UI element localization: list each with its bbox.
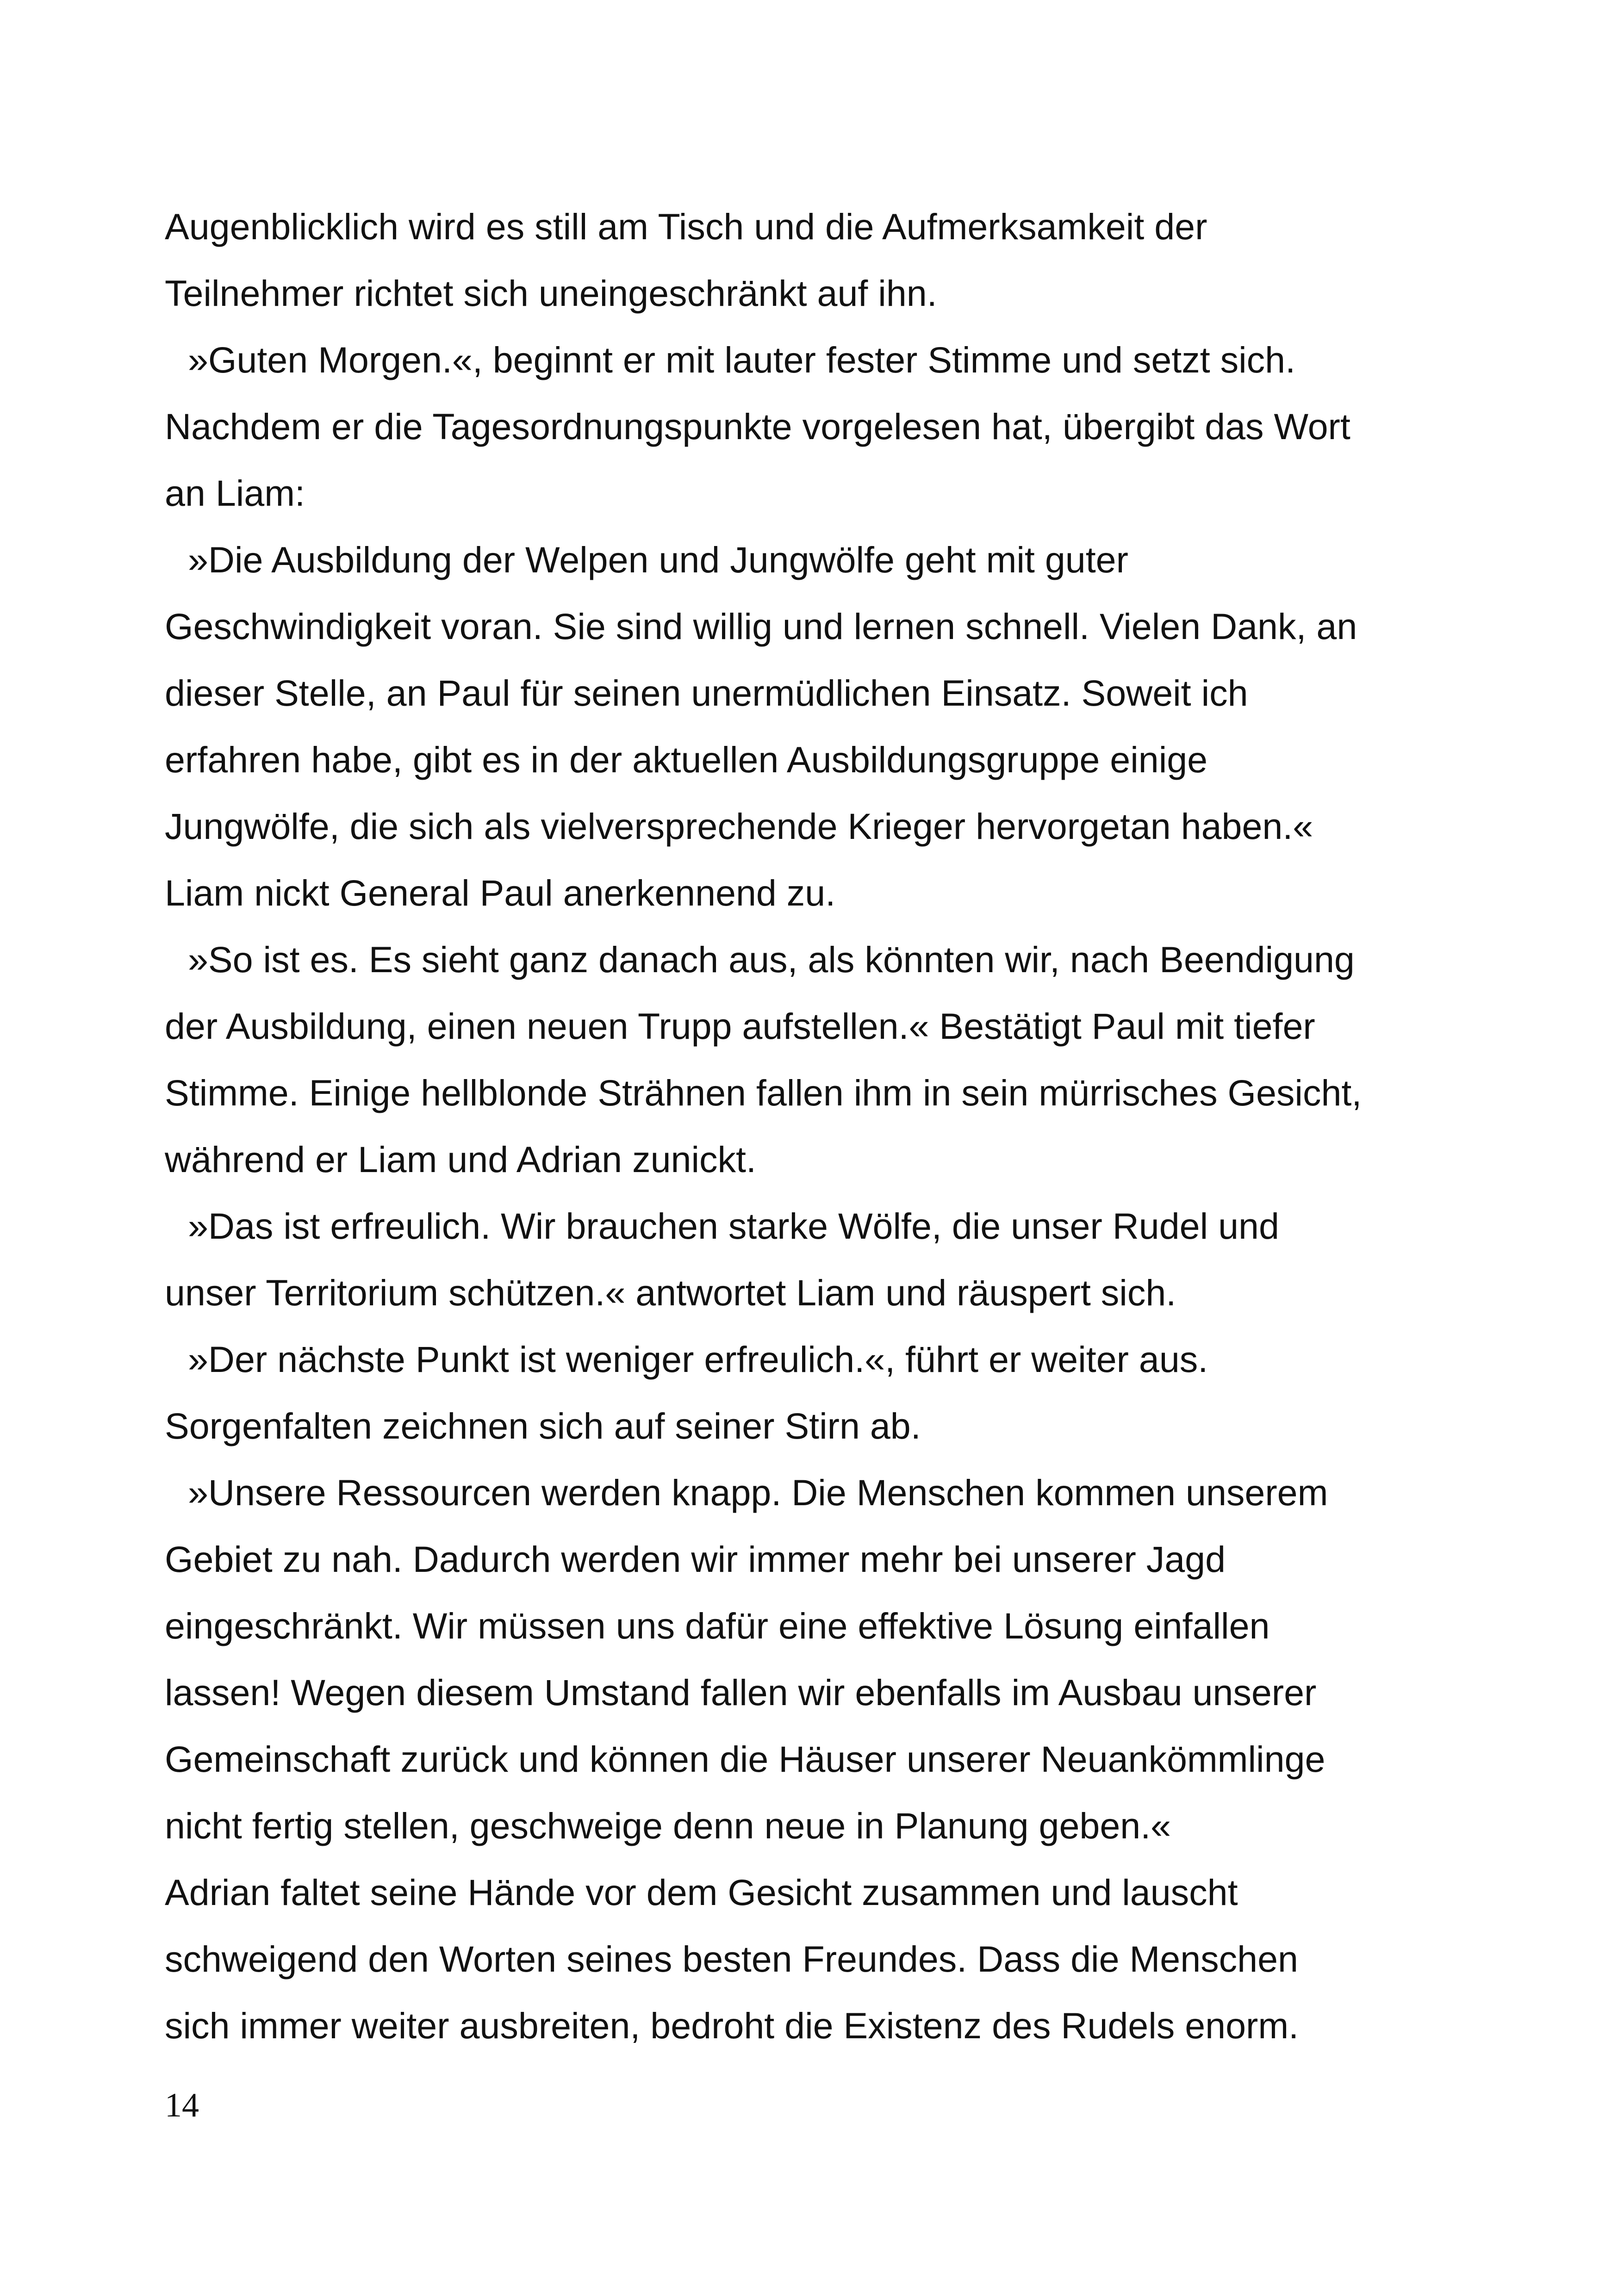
- text-line: dieser Stelle, an Paul für seinen unermüdlichen Einsatz. Soweit ich: [165, 672, 1248, 714]
- text-line: »Das ist erfreulich. Wir brauchen starke Wölfe, die unser Rudel und: [188, 1205, 1279, 1247]
- text-line: Stimme. Einige hellblonde Strähnen fallen ihm in sein mürrisches Gesicht,: [165, 1072, 1362, 1113]
- text-line: Jungwölfe, die sich als vielversprechende Krieger hervorgetan haben.«: [165, 806, 1313, 847]
- text-line: schweigend den Worten seines besten Freundes. Dass die Menschen: [165, 1938, 1298, 1980]
- text-line: Gebiet zu nah. Dadurch werden wir immer mehr bei unserer Jagd: [165, 1539, 1226, 1580]
- text-line: Sorgenfalten zeichnen sich auf seiner Stirn ab.: [165, 1405, 921, 1446]
- text-line: eingeschränkt. Wir müssen uns dafür eine effektive Lösung einfallen: [165, 1605, 1270, 1646]
- page-number: 14: [165, 2086, 199, 2124]
- text-line: Nachdem er die Tagesordnungspunkte vorgelesen hat, übergibt das Wort: [165, 406, 1350, 447]
- text-line: Gemeinschaft zurück und können die Häuser unserer Neuankömmlinge: [165, 1738, 1326, 1780]
- text-line: »So ist es. Es sieht ganz danach aus, als könnten wir, nach Beendigung: [188, 939, 1355, 980]
- body-text: [165, 193, 1470, 2059]
- text-line: der Ausbildung, einen neuen Trupp aufstellen.« Bestätigt Paul mit tiefer: [165, 1005, 1315, 1047]
- text-line: lassen! Wegen diesem Umstand fallen wir ebenfalls im Ausbau unserer: [165, 1672, 1317, 1713]
- text-line: erfahren habe, gibt es in der aktuellen Ausbildungsgruppe einige: [165, 739, 1208, 780]
- text-line: »Die Ausbildung der Welpen und Jungwölfe geht mit guter: [188, 539, 1128, 580]
- text-line: Teilnehmer richtet sich uneingeschränkt auf ihn.: [165, 273, 937, 314]
- text-line: Geschwindigkeit voran. Sie sind willig und lernen schnell. Vielen Dank, an: [165, 606, 1357, 647]
- text-line: nicht fertig stellen, geschweige denn neue in Planung geben.«: [165, 1805, 1171, 1846]
- text-line: Adrian faltet seine Hände vor dem Gesicht zusammen und lauscht: [165, 1872, 1238, 1913]
- text-line: während er Liam und Adrian zunickt.: [165, 1139, 756, 1180]
- text-line: Liam nickt General Paul anerkennend zu.: [165, 872, 836, 913]
- text-line: an Liam:: [165, 472, 305, 514]
- text-line: »Guten Morgen.«, beginnt er mit lauter fester Stimme und setzt sich.: [188, 339, 1296, 380]
- text-line: sich immer weiter ausbreiten, bedroht die Existenz des Rudels enorm.: [165, 2005, 1299, 2046]
- text-line: »Unsere Ressourcen werden knapp. Die Menschen kommen unserem: [188, 1472, 1328, 1513]
- text-line: unser Territorium schützen.« antwortet Liam und räuspert sich.: [165, 1272, 1176, 1313]
- text-line: »Der nächste Punkt ist weniger erfreulich.«, führt er weiter aus.: [188, 1339, 1208, 1380]
- text-line: Augenblicklich wird es still am Tisch und die Aufmerksamkeit der: [165, 206, 1207, 247]
